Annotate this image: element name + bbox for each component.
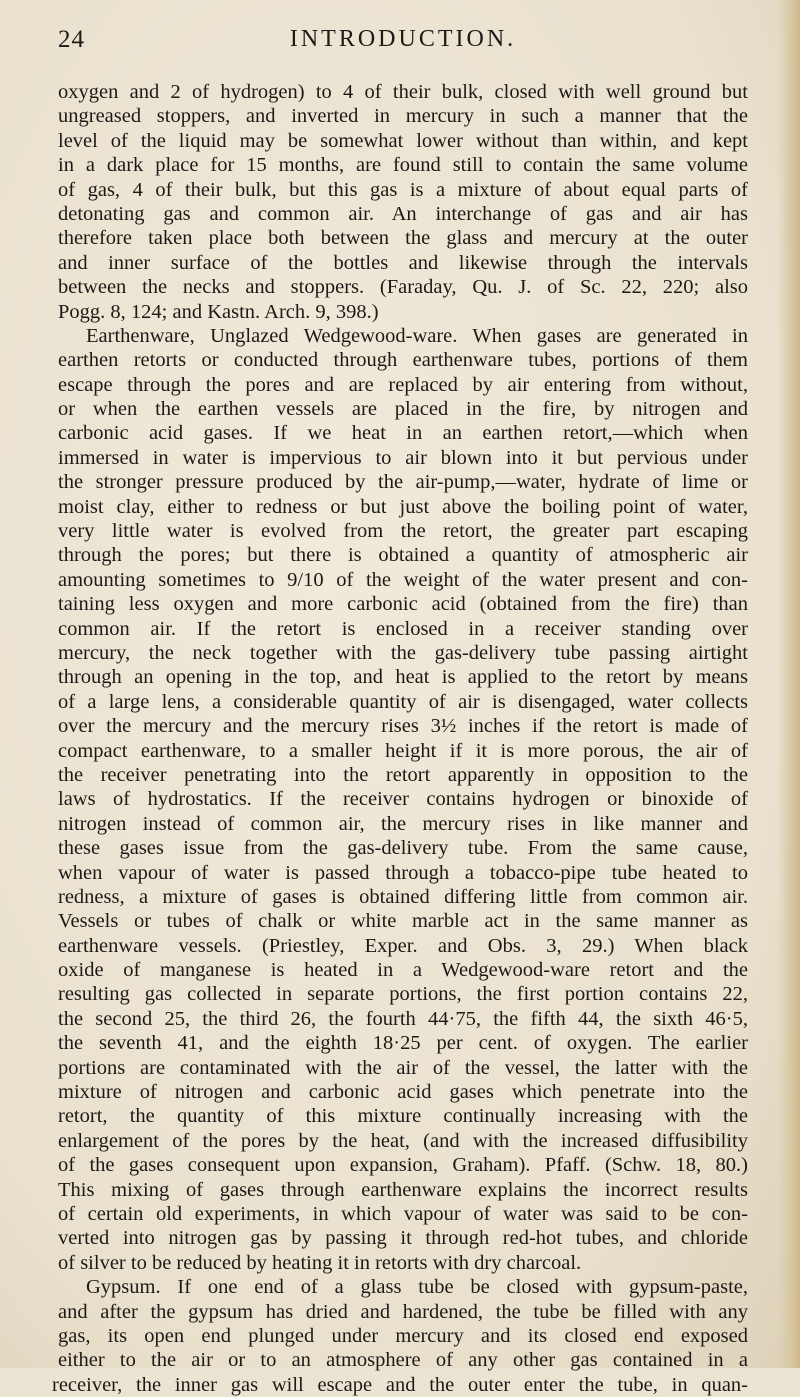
page-number: 24 xyxy=(58,26,85,53)
text-line: and inner surface of the bottles and likewise through the intervals xyxy=(58,251,748,274)
text-line: therefore taken place both between the glass and mercury at the outer xyxy=(58,227,748,250)
text-line: Pogg. 8, 124; and Kastn. Arch. 9, 398.) xyxy=(58,300,379,323)
text-line: of the gases consequent upon expansion, Graham). Pfaff. (Schw. 18, 80.) xyxy=(58,1154,748,1177)
text-line: in a dark place for 15 months, are found still to contain the same volume xyxy=(58,154,748,177)
text-line: Vessels or tubes of chalk or white marble act in the same manner as xyxy=(58,910,748,933)
running-head: INTRODUCTION. xyxy=(289,26,517,52)
text-line: the second 25, the third 26, the fourth 44·75, the fifth 44, the sixth 46·5, xyxy=(58,1007,748,1030)
page-edge-shadow xyxy=(778,0,800,1368)
text-line: retort, the quantity of this mixture continually increasing with the xyxy=(58,1105,748,1128)
text-line: verted into nitrogen gas by passing it through red-hot tubes, and chloride xyxy=(58,1227,748,1250)
text-line: common air. If the retort is enclosed in a receiver standing over xyxy=(58,617,748,640)
text-line: detonating gas and common air. An interchange of gas and air has xyxy=(58,202,748,225)
text-line: over the mercury and the mercury rises 3½ inches if the retort is made of xyxy=(58,715,748,738)
text-line: resulting gas collected in separate portions, the first portion contains 22, xyxy=(58,983,748,1006)
text-line: earthen retorts or conducted through earthenware tubes, portions of them xyxy=(58,349,748,372)
text-line: redness, a mixture of gases is obtained differing little from common air. xyxy=(58,885,748,908)
text-line: oxygen and 2 of hydrogen) to 4 of their bulk, closed with well ground but xyxy=(58,81,748,103)
text-line: moist clay, either to redness or but just above the boiling point of water, xyxy=(58,495,748,518)
text-line: of gas, 4 of their bulk, but this gas is a mixture of about equal parts of xyxy=(58,178,748,201)
text-line: carbonic acid gases. If we heat in an earthen retort,—which when xyxy=(58,422,748,445)
text-line: the stronger pressure produced by the air-pump,—water, hydrate of lime or xyxy=(58,471,748,494)
text-line: mercury, the neck together with the gas-delivery tube passing airtight xyxy=(58,641,748,664)
text-line: through the pores; but there is obtained a quantity of atmospheric air xyxy=(58,544,748,567)
text-line: laws of hydrostatics. If the receiver contains hydrogen or binoxide of xyxy=(58,788,748,811)
text-line: level of the liquid may be somewhat lower without than within, and kept xyxy=(58,129,748,152)
text-line: escape through the pores and are replaced by air entering from without, xyxy=(58,373,748,396)
text-line: gas, its open end plunged under mercury and its closed end exposed xyxy=(58,1324,748,1347)
text-line: receiver, the inner gas will escape and the outer enter the tube, in quan- xyxy=(52,1373,748,1396)
text-line: nitrogen instead of common air, the mercury rises in like manner and xyxy=(58,812,748,835)
text-line: Earthenware, Unglazed Wedgewood-ware. When gases are generated in xyxy=(86,324,748,347)
text-line: these gases issue from the gas-delivery tube. From the same cause, xyxy=(58,837,748,860)
text-line: of a large lens, a considerable quantity of air is disengaged, water collects xyxy=(58,690,748,713)
text-line: either to the air or to an atmosphere of any other gas contained in a xyxy=(58,1349,748,1372)
text-line: the seventh 41, and the eighth 18·25 per cent. of oxygen. The earlier xyxy=(58,1032,748,1055)
text-line: earthenware vessels. (Priestley, Exper. and Obs. 3, 29.) When black xyxy=(58,934,748,957)
text-line: mixture of nitrogen and carbonic acid gases which penetrate into the xyxy=(58,1081,748,1104)
text-line: of silver to be reduced by heating it in retorts with dry charcoal. xyxy=(58,1251,582,1274)
text-line: and after the gypsum has dried and hardened, the tube be filled with any xyxy=(58,1300,748,1323)
text-line: portions are contaminated with the air of the vessel, the latter with the xyxy=(58,1056,748,1079)
text-line: Gypsum. If one end of a glass tube be closed with gypsum-paste, xyxy=(86,1276,748,1299)
text-line: This mixing of gases through earthenware explains the incorrect results xyxy=(58,1178,748,1201)
text-line: or when the earthen vessels are placed in the fire, by nitrogen and xyxy=(58,398,748,421)
text-line: very little water is evolved from the retort, the greater part escaping xyxy=(58,520,748,543)
text-line: taining less oxygen and more carbonic acid (obtained from the fire) than xyxy=(58,593,748,616)
text-line: amounting sometimes to 9/10 of the weight of the water present and con- xyxy=(58,568,748,591)
text-line: oxide of manganese is heated in a Wedgewood-ware retort and the xyxy=(58,959,748,982)
text-line: immersed in water is impervious to air blown into it but pervious under xyxy=(58,446,748,469)
text-line: of certain old experiments, in which vapour of water was said to be con- xyxy=(58,1202,748,1225)
text-line: enlargement of the pores by the heat, (and with the increased diffusibility xyxy=(58,1129,748,1152)
page-header xyxy=(58,26,748,60)
text-line: compact earthenware, to a smaller height if it is more porous, the air of xyxy=(58,739,748,762)
text-line: the receiver penetrating into the retort apparently in opposition to the xyxy=(58,763,748,786)
text-line: ungreased stoppers, and inverted in mercury in such a manner that the xyxy=(58,105,748,128)
text-line: through an opening in the top, and heat is applied to the retort by means xyxy=(58,666,748,689)
text-line: between the necks and stoppers. (Faraday, Qu. J. of Sc. 22, 220; also xyxy=(58,276,748,299)
text-line: when vapour of water is passed through a tobacco-pipe tube heated to xyxy=(58,861,748,884)
body-text xyxy=(52,80,748,1397)
